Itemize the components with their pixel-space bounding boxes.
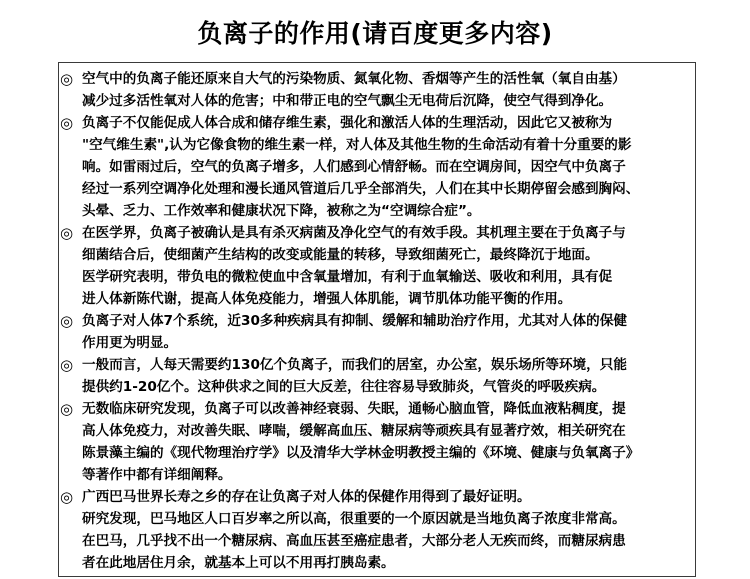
paragraph-line: 高人体免疫力，对改善失眠、哮喘，缓解高血压、糖尿病等顽疾具有显著疗效，相关研究在 <box>82 423 626 439</box>
bullet-marker: ◎ <box>60 114 74 132</box>
paragraph-line: 作用更为明显。 <box>82 335 178 351</box>
content-body <box>58 68 692 574</box>
bullet-marker: ◎ <box>60 70 74 88</box>
paragraph-line: 在巴马，几乎找不出一个糖尿病、高血压甚至癌症患者，大部分老人无疾而终，而糖尿病患 <box>82 533 626 549</box>
paragraph-line: 一般而言，人每天需要约130亿个负离子，而我们的居室，办公室，娱乐场所等环境，只能 <box>82 357 627 373</box>
paragraph-line: 头晕、乏力、工作效率和健康状况下降，被称之为“空调综合症”。 <box>82 203 481 219</box>
bullet-paragraph <box>58 398 692 486</box>
bullet-marker: ◎ <box>60 400 74 418</box>
paragraph-line: 响。如雷雨过后，空气的负离子增多，人们感到心情舒畅。而在空调房间，因空气中负离子 <box>82 159 626 175</box>
bullet-marker: ◎ <box>60 488 74 506</box>
paragraph-line: 在医学界，负离子被确认是具有杀灭病菌及净化空气的有效手段。其机理主要在于负离子与 <box>82 225 626 241</box>
paragraph-line: 提供约1-20亿个。这种供求之间的巨大反差，往往容易导致肺炎，气管炎的呼吸疾病。 <box>82 379 606 395</box>
bullet-paragraph <box>58 310 692 354</box>
paragraph-line: 空气中的负离子能还原来自大气的污染物质、氮氧化物、香烟等产生的活性氧（氧自由基） <box>82 71 626 87</box>
paragraph-line: 广西巴马世界长寿之乡的存在让负离子对人体的保健作用得到了最好证明。 <box>82 489 531 505</box>
paragraph-line: 研究发现，巴马地区人口百岁率之所以高，很重要的一个原因就是当地负离子浓度非常高。 <box>82 511 626 527</box>
bullet-marker: ◎ <box>60 356 74 374</box>
continuation-paragraph <box>58 508 692 574</box>
bullet-paragraph <box>58 222 692 266</box>
bullet-paragraph <box>58 486 692 508</box>
paragraph-line: 进人体新陈代谢，提高人体免疫能力，增强人体肌能，调节肌体功能平衡的作用。 <box>82 291 572 307</box>
bullet-marker: ◎ <box>60 224 74 242</box>
bullet-paragraph <box>58 112 692 222</box>
paragraph-line: 无数临床研究发现，负离子可以改善神经衰弱、失眠，通畅心脑血管，降低血液粘稠度，提 <box>82 401 626 417</box>
paragraph-line: "空气维生素",认为它像食物的维生素一样，对人体及其他生物的生命活动有着十分重要的影 <box>82 137 632 153</box>
paragraph-line: 医学研究表明，带负电的微粒使血中含氧量增加，有利于血氧输送、吸收和利用，具有促 <box>82 269 613 285</box>
paragraph-line: 负离子不仅能促成人体合成和储存维生素，强化和激活人体的生理活动，因此它又被称为 <box>82 115 613 131</box>
paragraph-line: 者在此地居住月余，就基本上可以不用再打胰岛素。 <box>82 555 395 571</box>
paragraph-line: 等著作中都有详细阐释。 <box>82 467 232 483</box>
paragraph-line: 陈景藻主编的《现代物理治疗学》以及清华大学林金明教授主编的《环境、健康与负氧离子》 <box>82 445 640 461</box>
continuation-paragraph <box>58 266 692 310</box>
paragraph-line: 负离子对人体7个系统，近30多种疾病具有抑制、缓解和辅助治疗作用，尤其对人体的保健 <box>82 313 627 329</box>
bullet-paragraph <box>58 68 692 112</box>
bullet-paragraph <box>58 354 692 398</box>
bullet-marker: ◎ <box>60 312 74 330</box>
paragraph-line: 经过一系列空调净化处理和漫长通风管道后几乎全部消失，人们在其中长期停留会感到胸闷、 <box>82 181 640 197</box>
paragraph-line: 减少过多活性氧对人体的危害；中和带正电的空气飘尘无电荷后沉降，使空气得到净化。 <box>82 93 613 109</box>
paragraph-line: 细菌结合后，使细菌产生结构的改变或能量的转移，导致细菌死亡，最终降沉于地面。 <box>82 247 599 263</box>
page-title: 负离子的作用(请百度更多内容) <box>197 19 553 48</box>
